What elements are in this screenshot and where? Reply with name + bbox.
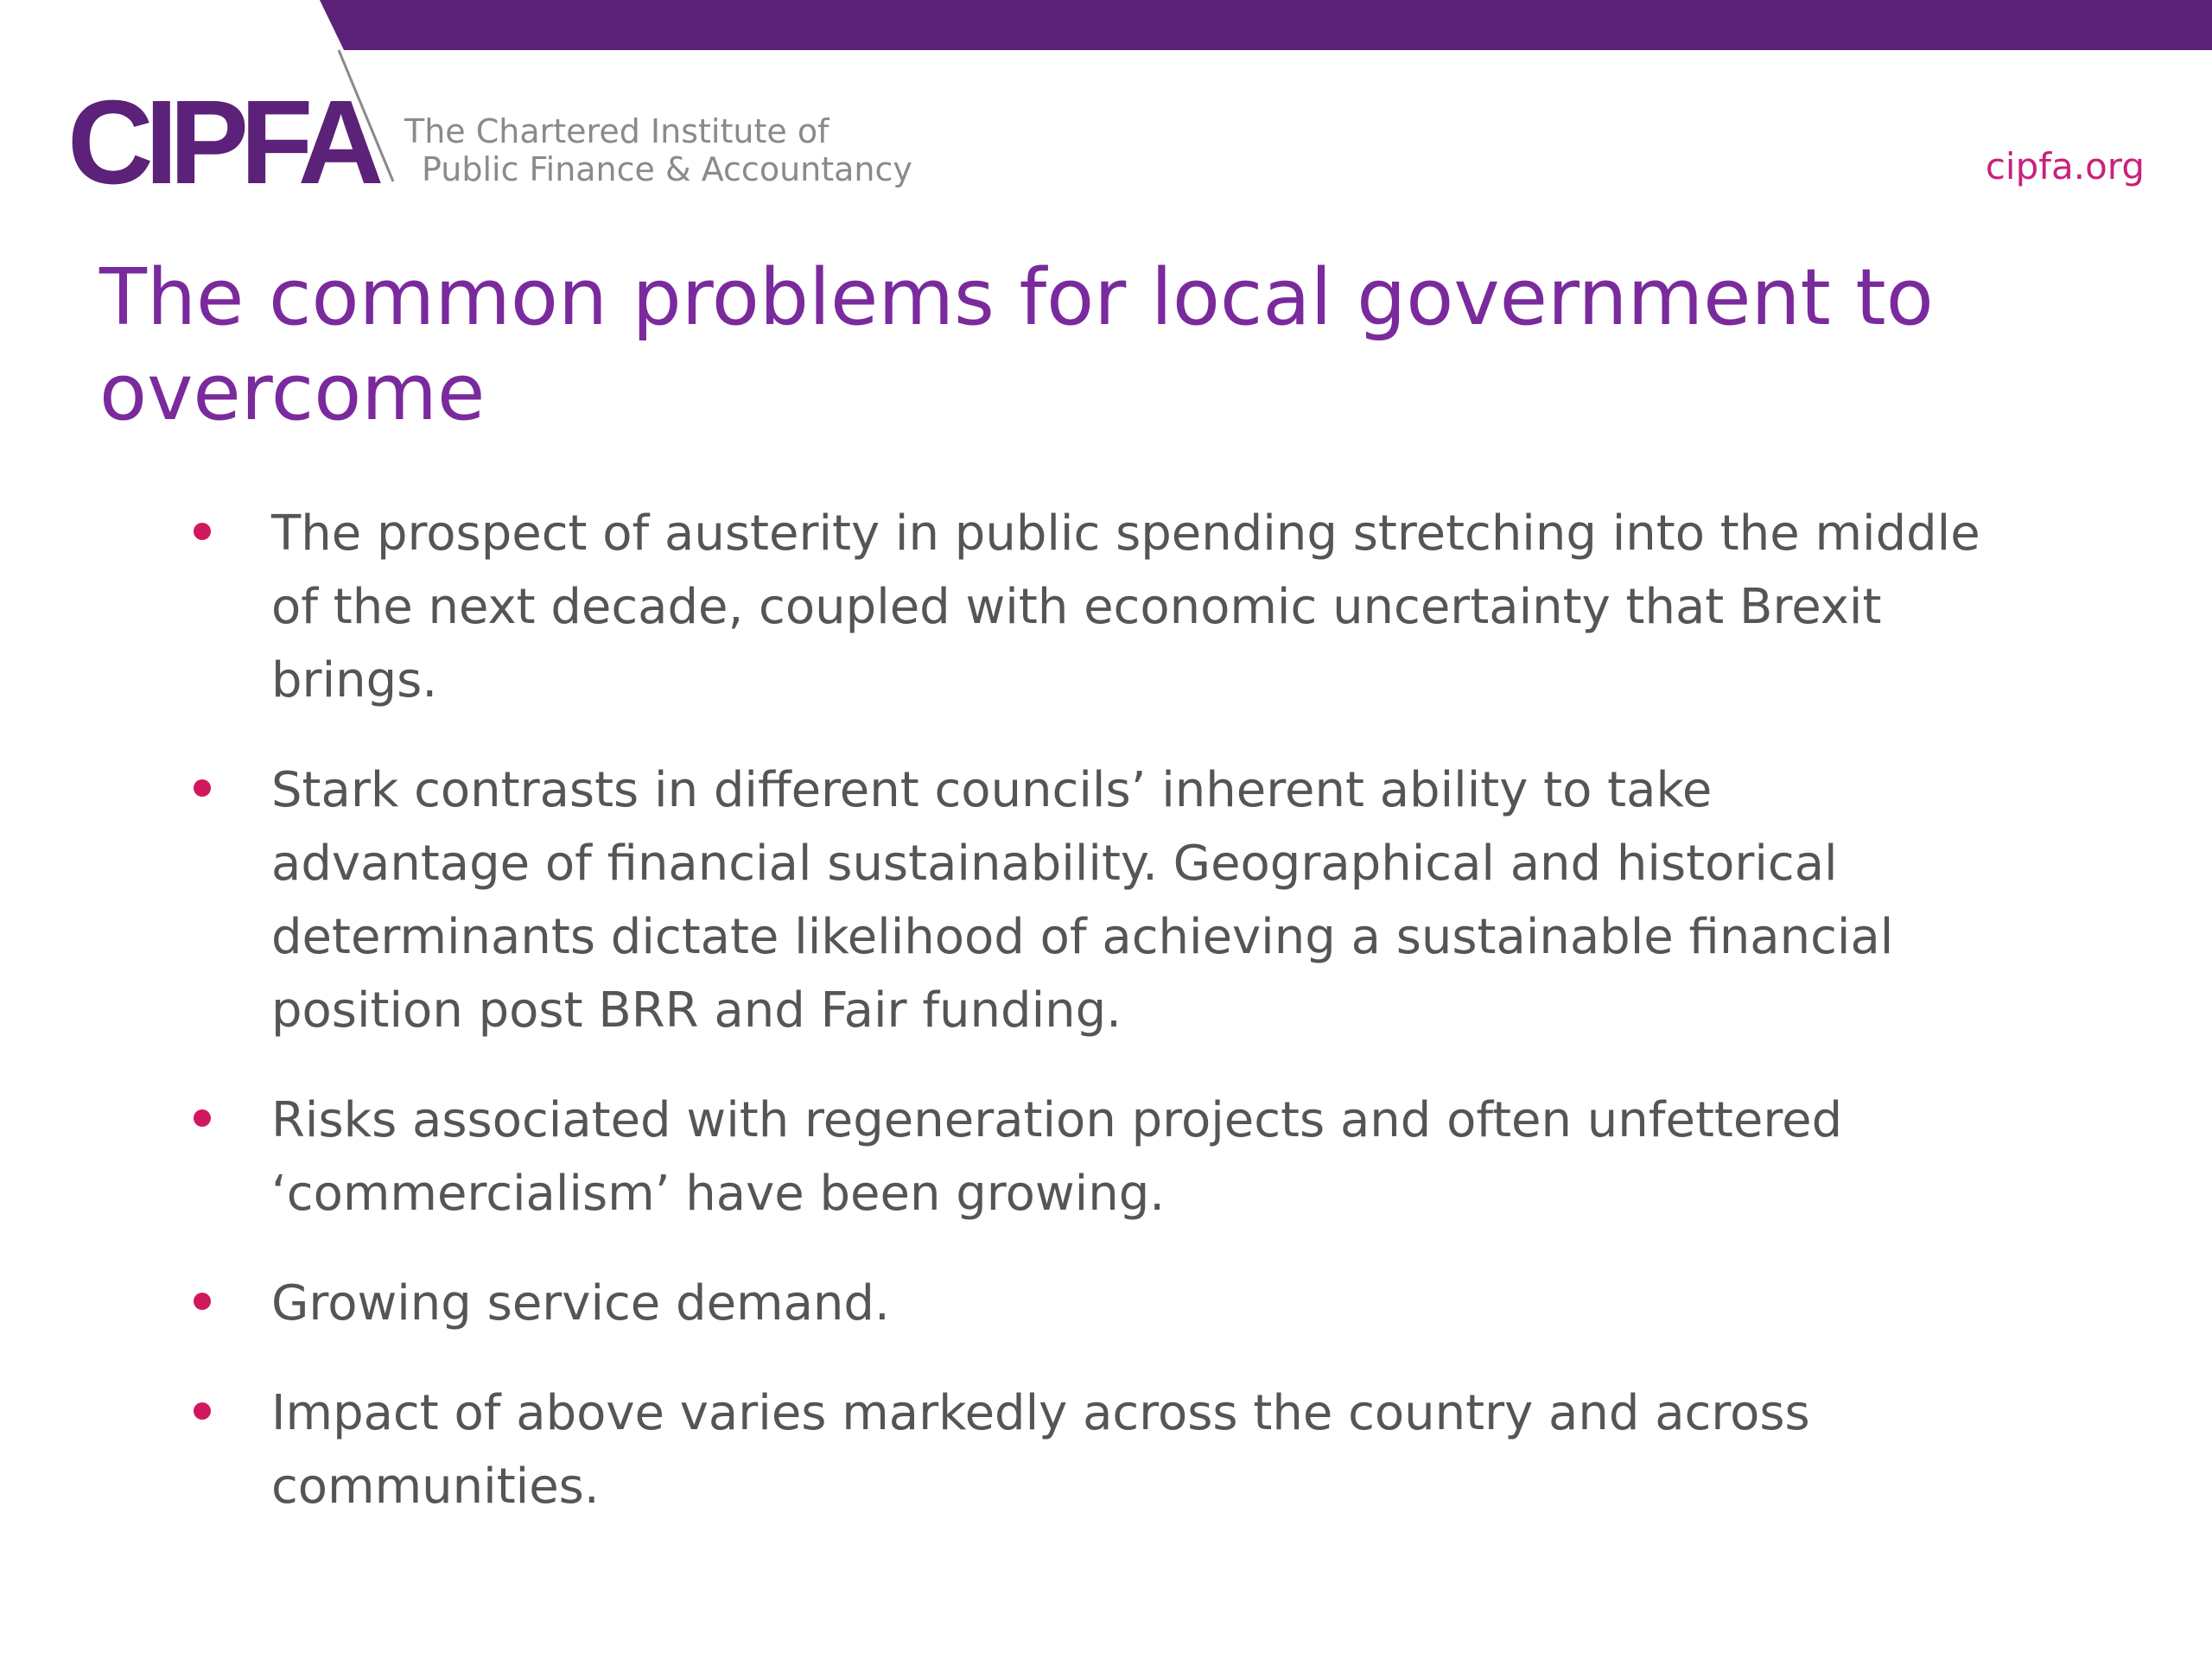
bullet-item [183, 497, 1980, 717]
logo-subtitle-line2: Public Finance & Accountancy [422, 150, 912, 188]
bullet-dot-icon [194, 523, 211, 540]
bullet-item [183, 1267, 1980, 1340]
bullet-text: Growing service demand. [271, 1275, 890, 1332]
cipfa-logo [67, 76, 912, 209]
logo-subtitle-line1: The Chartered Institute of [404, 112, 830, 150]
bullet-list [183, 497, 1980, 1560]
bullet-item [183, 1084, 1980, 1230]
bullet-dot-icon [194, 779, 211, 797]
website-link[interactable]: cipfa.org [1985, 145, 2145, 188]
bullet-dot-icon [194, 1293, 211, 1310]
bullet-item [183, 1376, 1980, 1523]
bullet-dot-icon [194, 1109, 211, 1127]
bullet-text: Impact of above varies markedly across the country and across communities. [271, 1385, 1810, 1515]
page-title: The common problems for local government to overcome [99, 252, 1934, 438]
logo-subtitle [404, 112, 912, 188]
bullet-text: The prospect of austerity in public spending stretching into the middle of the next decade, coupled with economic uncertainty that Brexit brings. [271, 505, 1980, 709]
bullet-text: Stark contrasts in different councils’ inherent ability to take advantage of financial sustainability. Geographical and historical determinants dictate likelihood of achieving a sustainable financial position post BRR and Fair funding. [271, 762, 1894, 1039]
logo-wordmark: CIPFA [67, 76, 376, 209]
bullet-text: Risks associated with regeneration projects and often unfettered ‘commercialism’ have been growing. [271, 1092, 1843, 1222]
bullet-dot-icon [194, 1402, 211, 1420]
purple-band-shape [320, 0, 2212, 50]
bullet-item [183, 753, 1980, 1047]
